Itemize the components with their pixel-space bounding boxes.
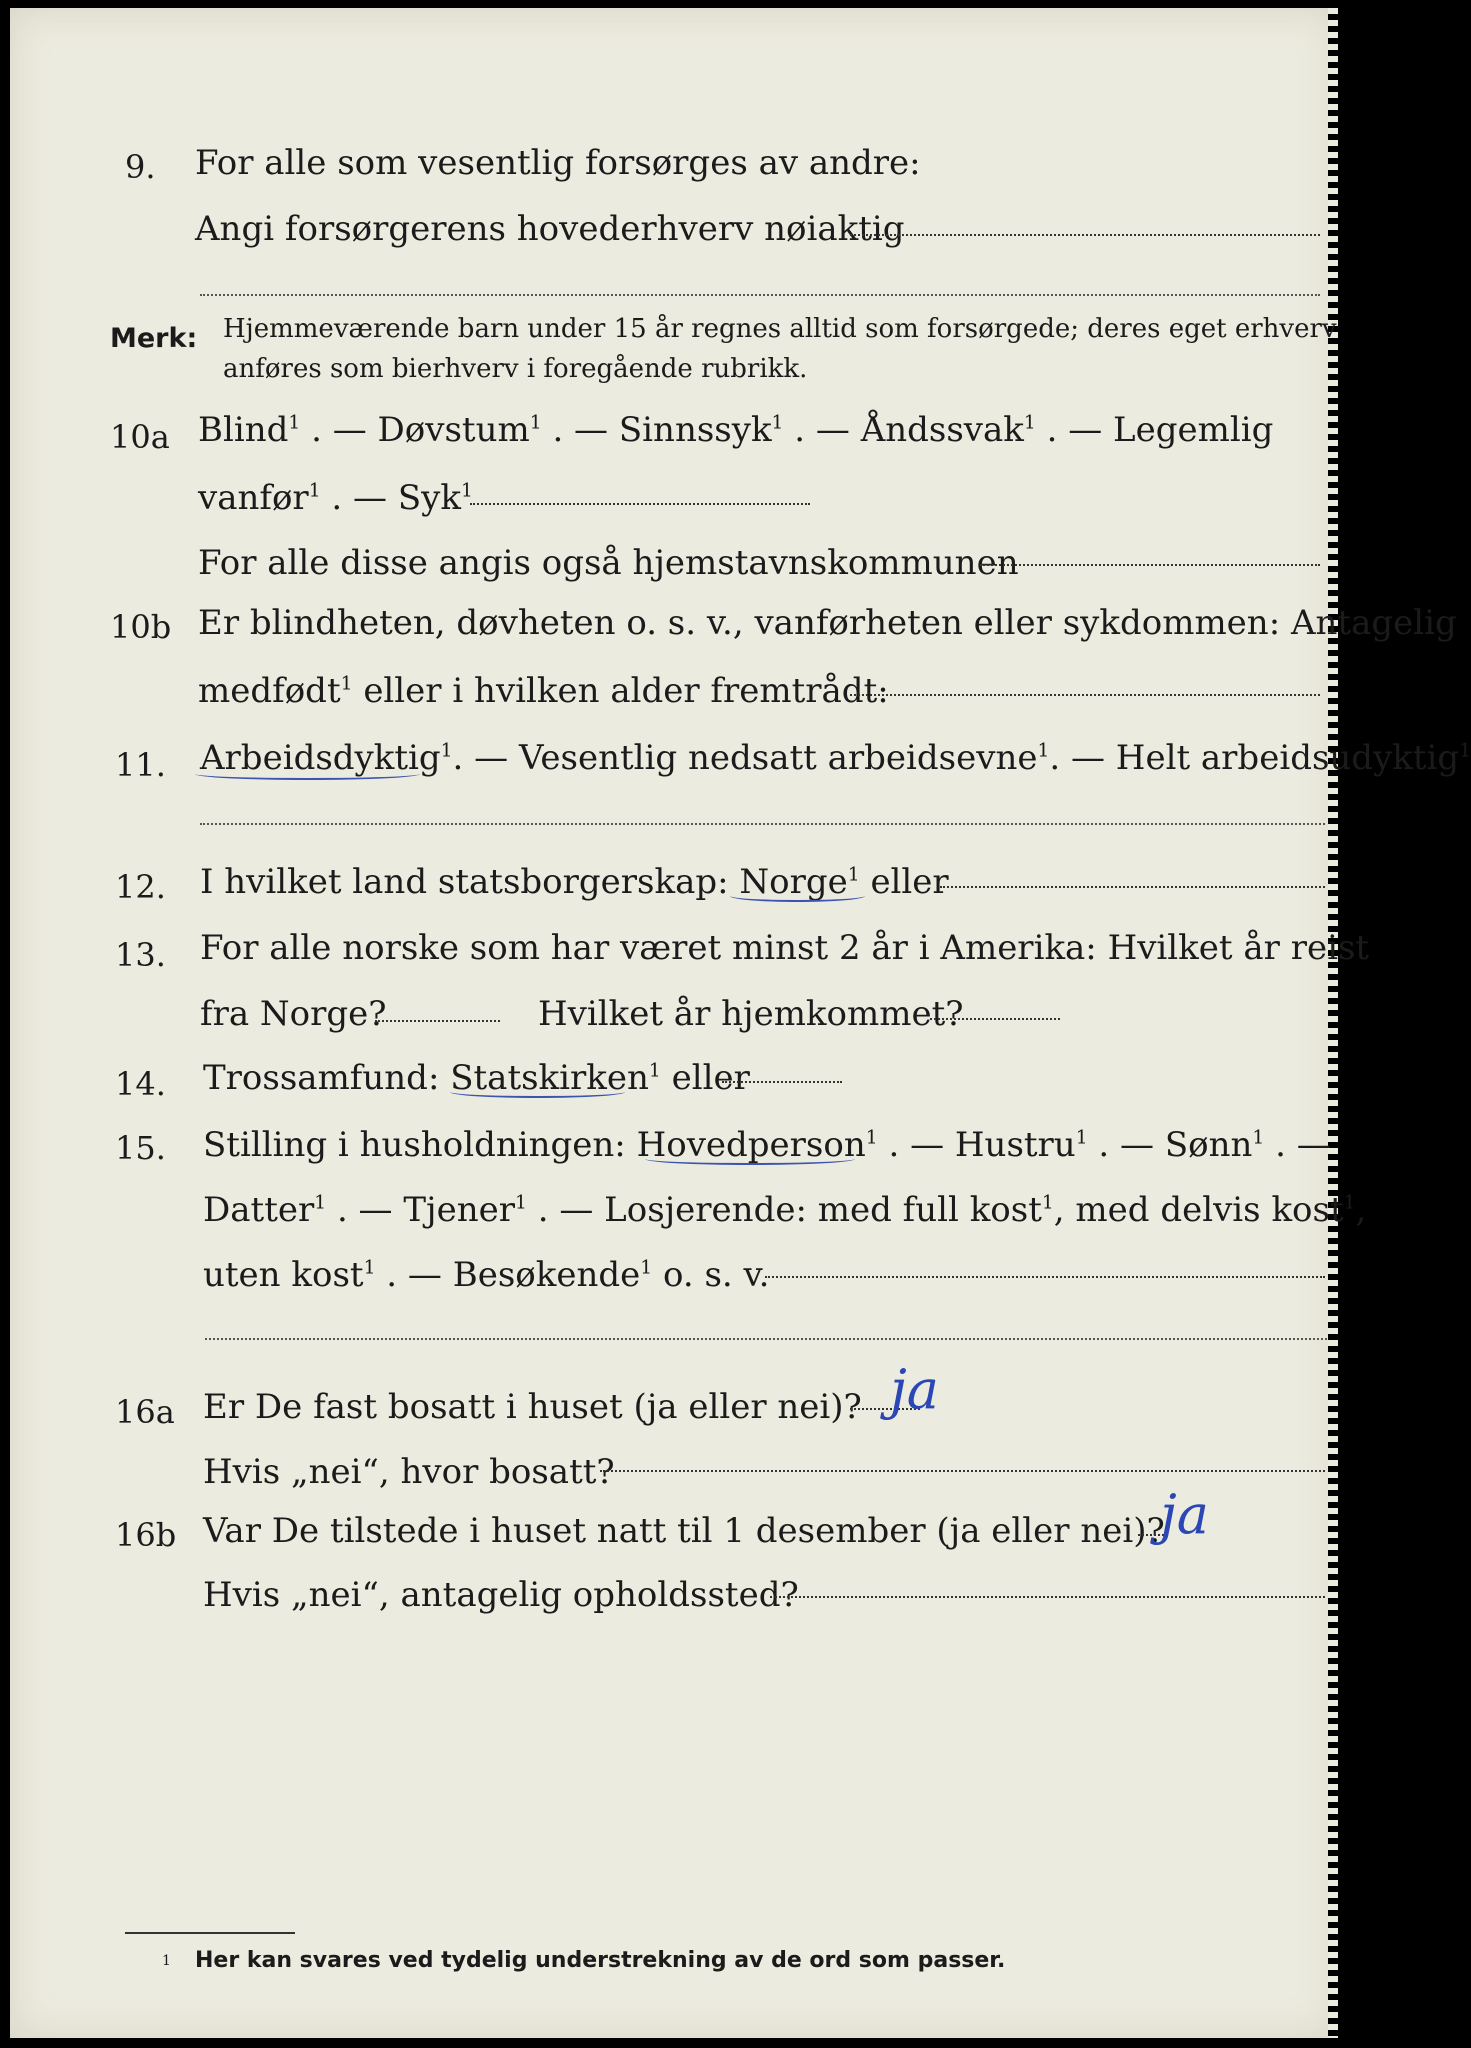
q9-answer-line[interactable]: [850, 234, 1320, 236]
q15-answer-line-2[interactable]: [205, 1338, 1327, 1340]
item-number-10a: 10a: [110, 418, 170, 456]
q9-answer-line-2[interactable]: [200, 294, 1320, 296]
q10b-answer-line[interactable]: [850, 694, 1320, 696]
item-number-11: 11.: [115, 746, 166, 784]
item-number-14: 14.: [115, 1065, 166, 1103]
q14-answer-line[interactable]: [722, 1081, 842, 1083]
q11-hand-underline: [195, 768, 420, 780]
item-number-9: 9.: [125, 148, 156, 186]
q11-line1: Arbeidsdyktig$^1$. — Vesentlig nedsatt arbeidsevne$^1$. — Helt arbeidsudyktig$^1$: [200, 738, 1471, 778]
q16a-line2: Hvis „nei“, hvor bosatt?: [203, 1452, 615, 1492]
q12-answer-line[interactable]: [940, 886, 1325, 888]
q13-line2a: fra Norge?: [200, 994, 387, 1034]
q13-hjemkommet-line[interactable]: [930, 1018, 1060, 1020]
q10a-line1: Blind$^1$ . — Døvstum$^1$ . — Sinnssyk$^1$ . — Åndssvak$^1$ . — Legemlig: [198, 410, 1274, 450]
q16b-line1: Var De tilstede i huset natt til 1 desember (ja eller nei)?: [203, 1511, 1165, 1551]
q15-answer-line[interactable]: [765, 1276, 1325, 1278]
q12-line1: I hvilket land statsborgerskap: Norge$^1$ eller: [200, 862, 949, 902]
q12-hand-underline: [730, 890, 865, 902]
q15-line2: Datter$^1$ . — Tjener$^1$ . — Losjerende: med full kost$^1$, med delvis kost$^1$,: [203, 1190, 1367, 1230]
q14-line1: Trossamfund: Statskirken$^1$ eller: [203, 1058, 750, 1098]
q10a-line2: vanfør$^1$ . — Syk$^1$: [198, 478, 473, 518]
item-number-16b: 16b: [115, 1516, 177, 1554]
footnote-rule: [125, 1932, 295, 1934]
q10a-line3: For alle disse angis også hjemstavnskommunen: [198, 543, 1019, 583]
q14-hand-underline: [450, 1086, 625, 1098]
q16a-bosatt-line[interactable]: [600, 1470, 1325, 1472]
q9-line1: For alle som vesentlig forsørges av andre:: [195, 143, 921, 183]
q16b-opphold-line[interactable]: [770, 1596, 1325, 1598]
q13-reist-line[interactable]: [375, 1020, 500, 1022]
q15-line3: uten kost$^1$ . — Besøkende$^1$ o. s. v.: [203, 1255, 770, 1295]
merk-line1: Hjemmeværende barn under 15 år regnes alltid som forsørgede; deres eget erhverv: [223, 314, 1337, 344]
q10b-line2: medfødt$^1$ eller i hvilken alder fremtrådt:: [198, 671, 889, 711]
q10a-answer-line[interactable]: [470, 503, 810, 505]
footnote-marker: 1: [162, 1953, 171, 1969]
q16b-line2: Hvis „nei“, antagelig opholdssted?: [203, 1575, 799, 1615]
q10a-hjemstavn-line[interactable]: [980, 564, 1320, 566]
q16a-handwritten-answer: ja: [890, 1358, 939, 1421]
q15-line1: Stilling i husholdningen: Hovedperson$^1$ . — Hustru$^1$ . — Sønn$^1$ . —: [203, 1125, 1331, 1165]
footnote-text: Her kan svares ved tydelig understrekning av de ord som passer.: [195, 1948, 1006, 1973]
q11-answer-line[interactable]: [200, 823, 1325, 825]
q15-hand-underline: [645, 1153, 855, 1165]
q16a-line1: Er De fast bosatt i huset (ja eller nei)?: [203, 1387, 862, 1427]
item-number-12: 12.: [115, 868, 166, 906]
merk-line2: anføres som bierhverv i foregående rubrikk.: [223, 354, 808, 384]
form-page: [10, 8, 1471, 2038]
item-number-16a: 16a: [115, 1393, 175, 1431]
merk-label: Merk:: [110, 323, 198, 354]
item-number-13: 13.: [115, 936, 166, 974]
q16b-handwritten-answer: ja: [1160, 1483, 1209, 1546]
perforated-edge: [1328, 8, 1338, 2038]
item-number-15: 15.: [115, 1129, 166, 1167]
q13-line1: For alle norske som har været minst 2 år i Amerika: Hvilket år reist: [200, 928, 1370, 968]
item-number-10b: 10b: [110, 608, 172, 646]
q10b-line1: Er blindheten, døvheten o. s. v., vanførheten eller sykdommen: Antagelig: [198, 603, 1457, 643]
q13-line2b: Hvilket år hjemkommet?: [538, 994, 964, 1034]
q9-line2: Angi forsørgerens hovederhverv nøiaktig: [195, 209, 905, 249]
